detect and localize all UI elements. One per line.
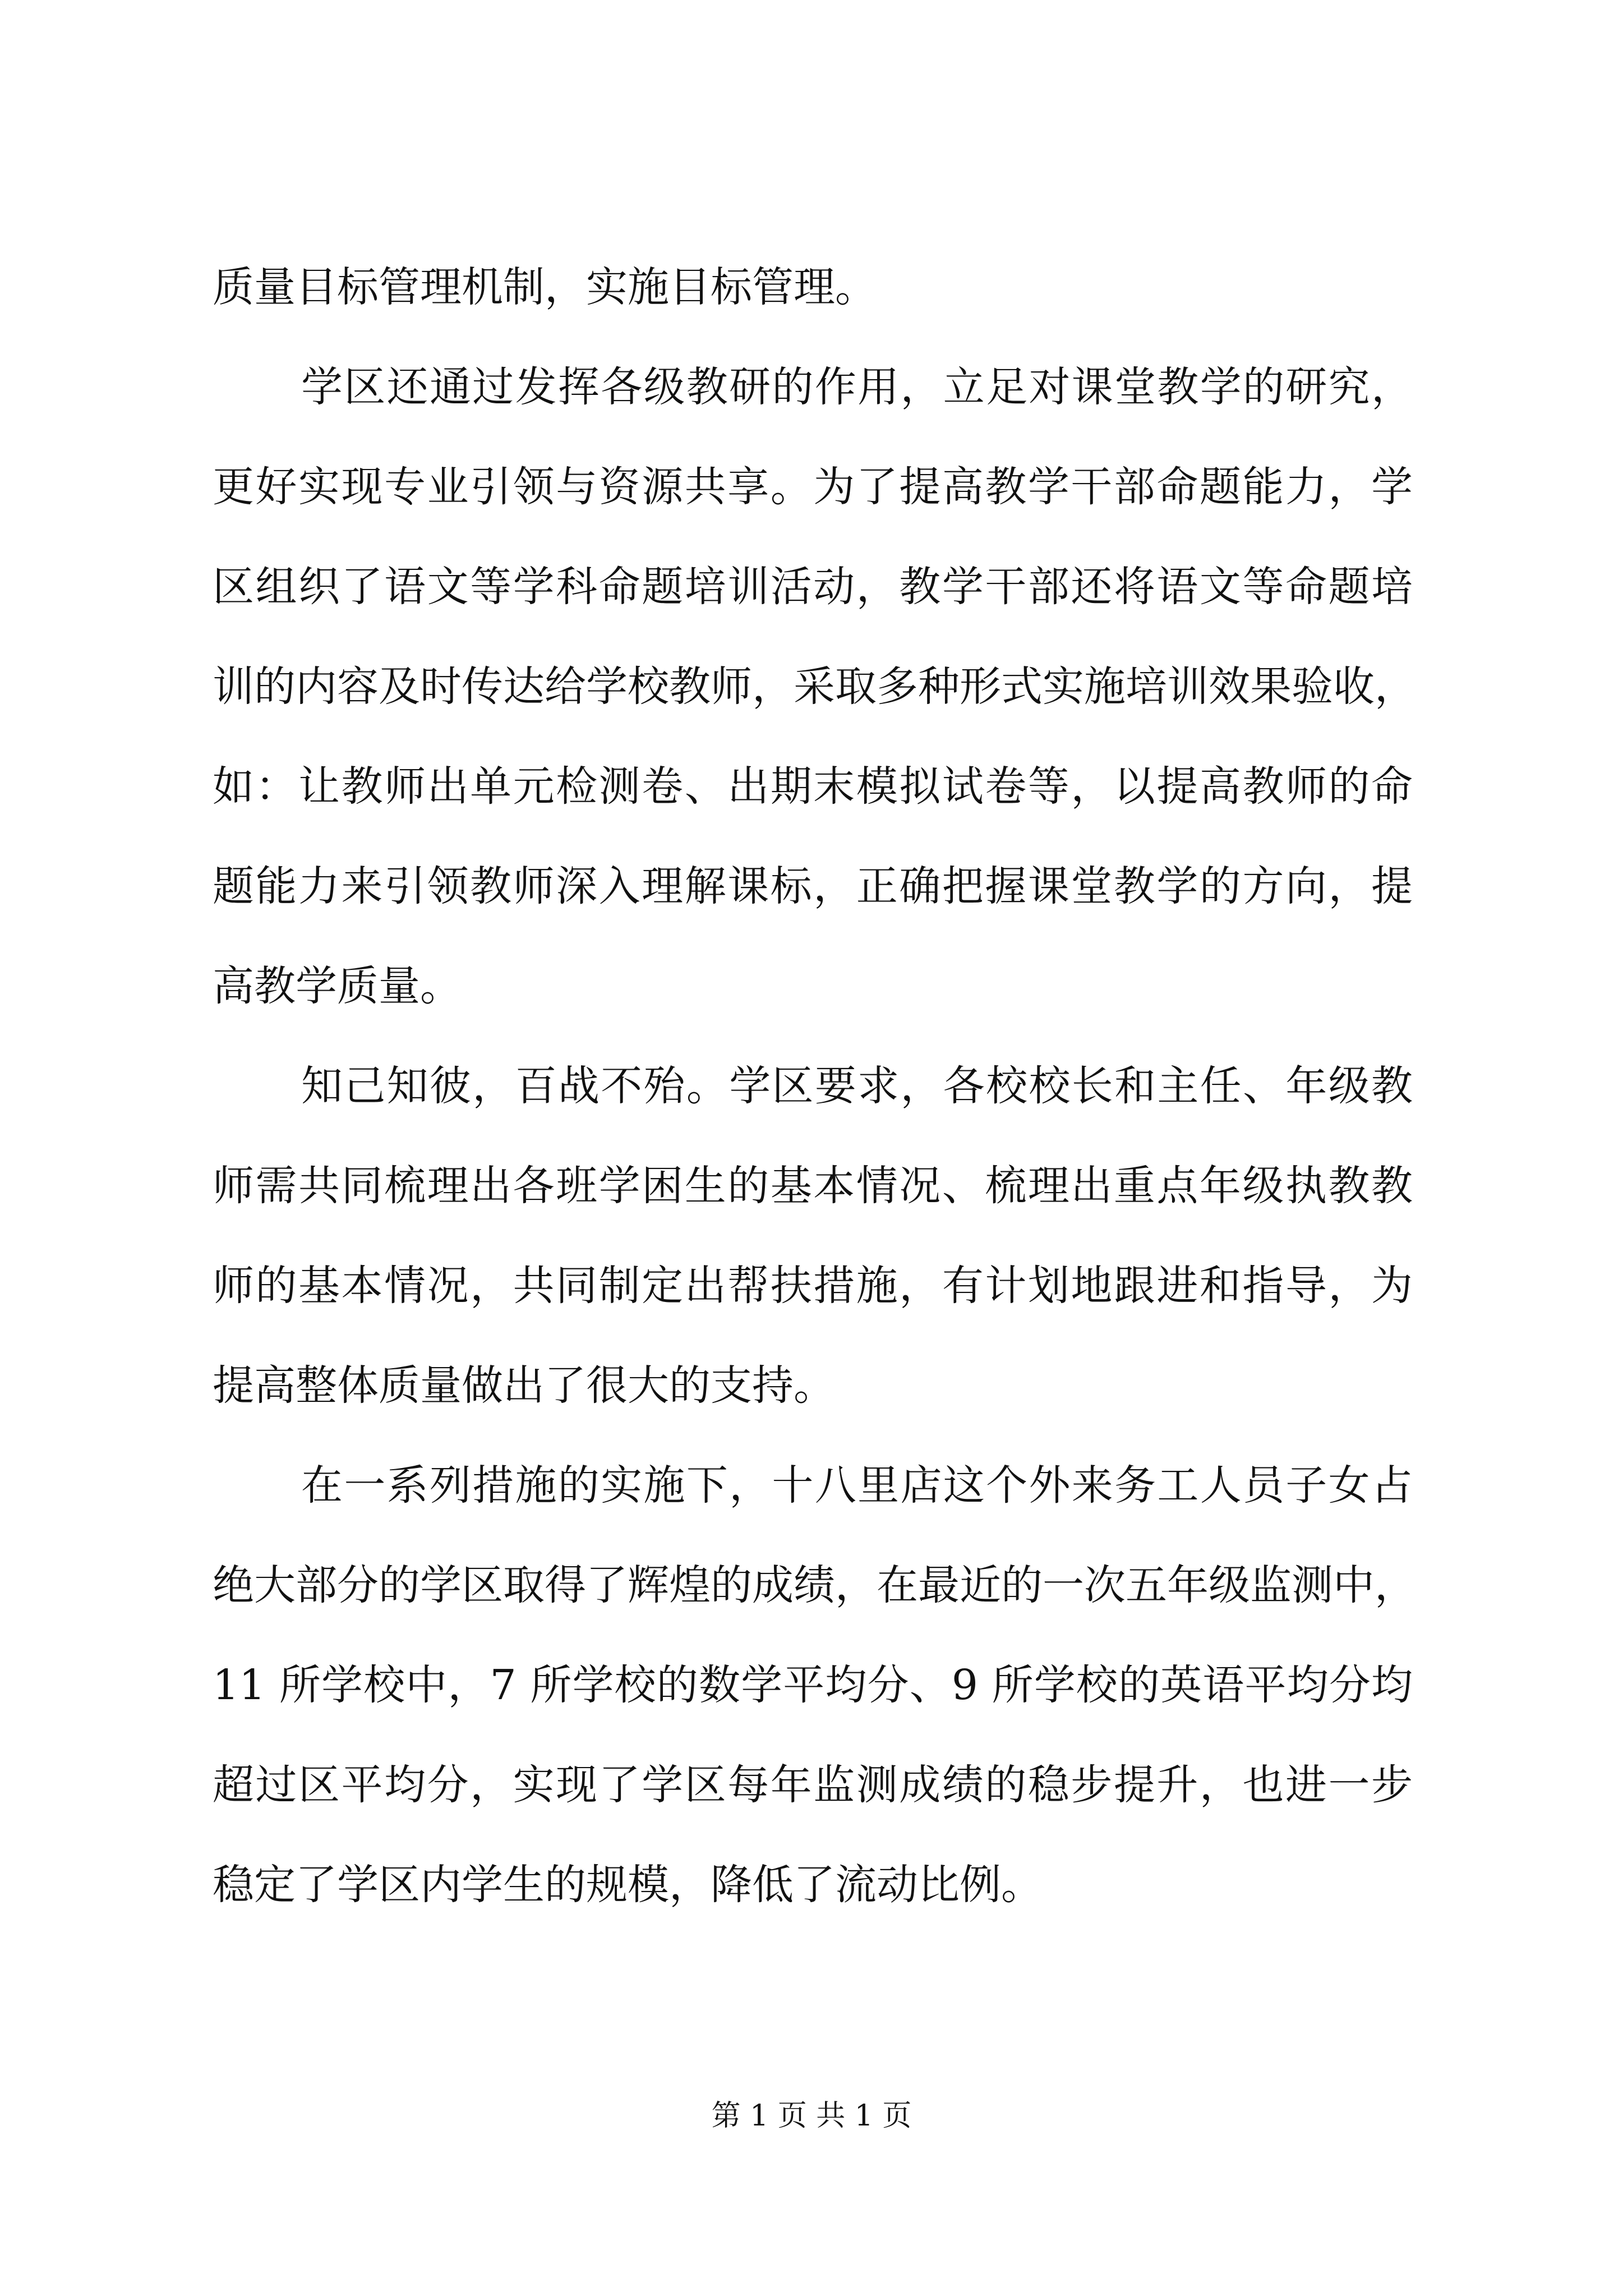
text-line: 超过区平均分，实现了学区每年监测成绩的稳步提升，也进一步 xyxy=(213,1761,1413,1809)
text-line: 绝大部分的学区取得了辉煌的成绩，在最近的一次五年级监测中， xyxy=(213,1561,1416,1609)
text-line: 知己知彼，百战不殆。学区要求，各校校长和主任、年级教 xyxy=(301,1062,1413,1110)
text-line: 稳定了学区内学生的规模，降低了流动比例。 xyxy=(213,1861,1043,1909)
text-line: 如：让教师出单元检测卷、出期末模拟试卷等，以提高教师的命 xyxy=(213,762,1413,811)
text-line: 师需共同梳理出各班学困生的基本情况、梳理出重点年级执教教 xyxy=(213,1162,1413,1210)
text-line: 11 所学校中，7 所学校的数学平均分、9 所学校的英语平均分均 xyxy=(213,1661,1413,1709)
text-line: 提高整体质量做出了很大的支持。 xyxy=(213,1361,835,1410)
text-line: 在一系列措施的实施下，十八里店这个外来务工人员子女占 xyxy=(301,1461,1413,1510)
text-line: 高教学质量。 xyxy=(213,962,462,1010)
text-line: 题能力来引领教师深入理解课标，正确把握课堂教学的方向，提 xyxy=(213,862,1413,910)
page-number-footer: 第 1 页 共 1 页 xyxy=(711,2099,912,2133)
text-line: 师的基本情况，共同制定出帮扶措施，有计划地跟进和指导，为 xyxy=(213,1262,1413,1310)
text-line: 质量目标管理机制，实施目标管理。 xyxy=(213,263,877,311)
text-line: 区组织了语文等学科命题培训活动，教学干部还将语文等命题培 xyxy=(213,563,1413,611)
text-line: 更好实现专业引领与资源共享。为了提高教学干部命题能力，学 xyxy=(213,463,1413,511)
text-line: 学区还通过发挥各级教研的作用，立足对课堂教学的研究， xyxy=(301,363,1413,411)
text-line: 训的内容及时传达给学校教师，采取多种形式实施培训效果验收， xyxy=(213,662,1416,711)
